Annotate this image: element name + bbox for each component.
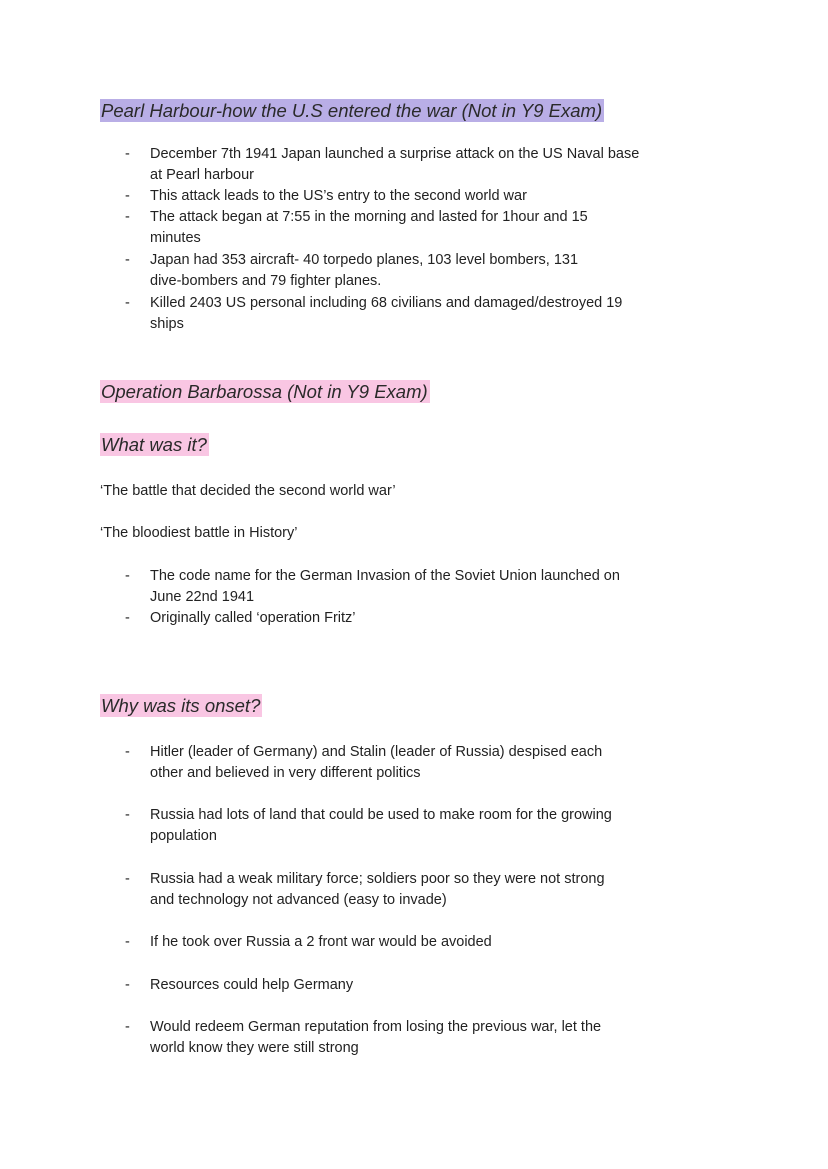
list-item-line: Originally called ‘operation Fritz’ <box>150 610 356 626</box>
bullet-dash-icon: - <box>125 977 130 993</box>
list-item-line: Russia had lots of land that could be used to make room for the growing <box>150 807 612 823</box>
bullet-dash-icon: - <box>125 1019 130 1035</box>
bullet-dash-icon: - <box>125 568 130 584</box>
list-item-text <box>150 742 602 785</box>
bullet-dash-icon: - <box>125 934 130 950</box>
list-item-line: If he took over Russia a 2 front war would be avoided <box>150 934 492 950</box>
quote-decided-war: ‘The battle that decided the second world war’ <box>100 483 396 499</box>
bullet-dash-icon: - <box>125 252 130 268</box>
list-item-text <box>150 1017 601 1060</box>
list-item-line: Killed 2403 US personal including 68 civilians and damaged/destroyed 19 <box>150 295 623 311</box>
list-item-line: June 22nd 1941 <box>150 589 255 606</box>
list-item-text <box>150 932 492 953</box>
list-item-line: Hitler (leader of Germany) and Stalin (leader of Russia) despised each <box>150 744 603 760</box>
list-item-line: other and believed in very different politics <box>150 765 421 782</box>
list-item-text <box>150 975 353 996</box>
bullet-dash-icon: - <box>125 610 130 626</box>
list-item-line: world know they were still strong <box>150 1040 359 1057</box>
list-item-text <box>150 207 588 250</box>
list-item-line: This attack leads to the US’s entry to the second world war <box>150 188 527 204</box>
heading-operation-barbarossa: Operation Barbarossa (Not in Y9 Exam) <box>101 381 428 402</box>
heading-why-onset: Why was its onset? <box>101 695 261 716</box>
bullet-dash-icon: - <box>125 146 130 162</box>
list-item-text <box>150 186 527 207</box>
list-item-line: December 7th 1941 Japan launched a surprise attack on the US Naval base <box>150 146 640 162</box>
quote-bloodiest-battle: ‘The bloodiest battle in History’ <box>100 525 298 541</box>
list-item-line: The attack began at 7:55 in the morning and lasted for 1hour and 15 <box>150 209 588 225</box>
list-item-line: Russia had a weak military force; soldiers poor so they were not strong <box>150 871 605 887</box>
list-item-line: and technology not advanced (easy to invade) <box>150 892 447 909</box>
list-item-line: population <box>150 828 217 845</box>
list-item-line: The code name for the German Invasion of the Soviet Union launched on <box>150 568 620 584</box>
list-item-line: ships <box>150 316 184 333</box>
list-item-text <box>150 566 620 609</box>
heading-pearl-harbour: Pearl Harbour-how the U.S entered the war (Not in Y9 Exam) <box>101 100 603 121</box>
list-item-line: Resources could help Germany <box>150 977 354 993</box>
list-item-line: Would redeem German reputation from losing the previous war, let the <box>150 1019 602 1035</box>
bullet-dash-icon: - <box>125 188 130 204</box>
bullet-dash-icon: - <box>125 871 130 887</box>
bullet-dash-icon: - <box>125 744 130 760</box>
list-item-line: dive-bombers and 79 fighter planes. <box>150 273 382 290</box>
bullet-dash-icon: - <box>125 209 130 225</box>
list-item-line: at Pearl harbour <box>150 167 254 184</box>
list-item-text <box>150 293 622 336</box>
list-item-text <box>150 608 356 629</box>
list-item-text <box>150 805 612 848</box>
list-item-text <box>150 144 639 187</box>
heading-what-was-it: What was it? <box>101 434 207 455</box>
list-item-text <box>150 869 605 912</box>
bullet-dash-icon: - <box>125 807 130 823</box>
list-item-line: minutes <box>150 230 201 247</box>
bullet-dash-icon: - <box>125 295 130 311</box>
list-item-line: Japan had 353 aircraft- 40 torpedo planes, 103 level bombers, 131 <box>150 252 579 268</box>
list-item-text <box>150 250 578 293</box>
